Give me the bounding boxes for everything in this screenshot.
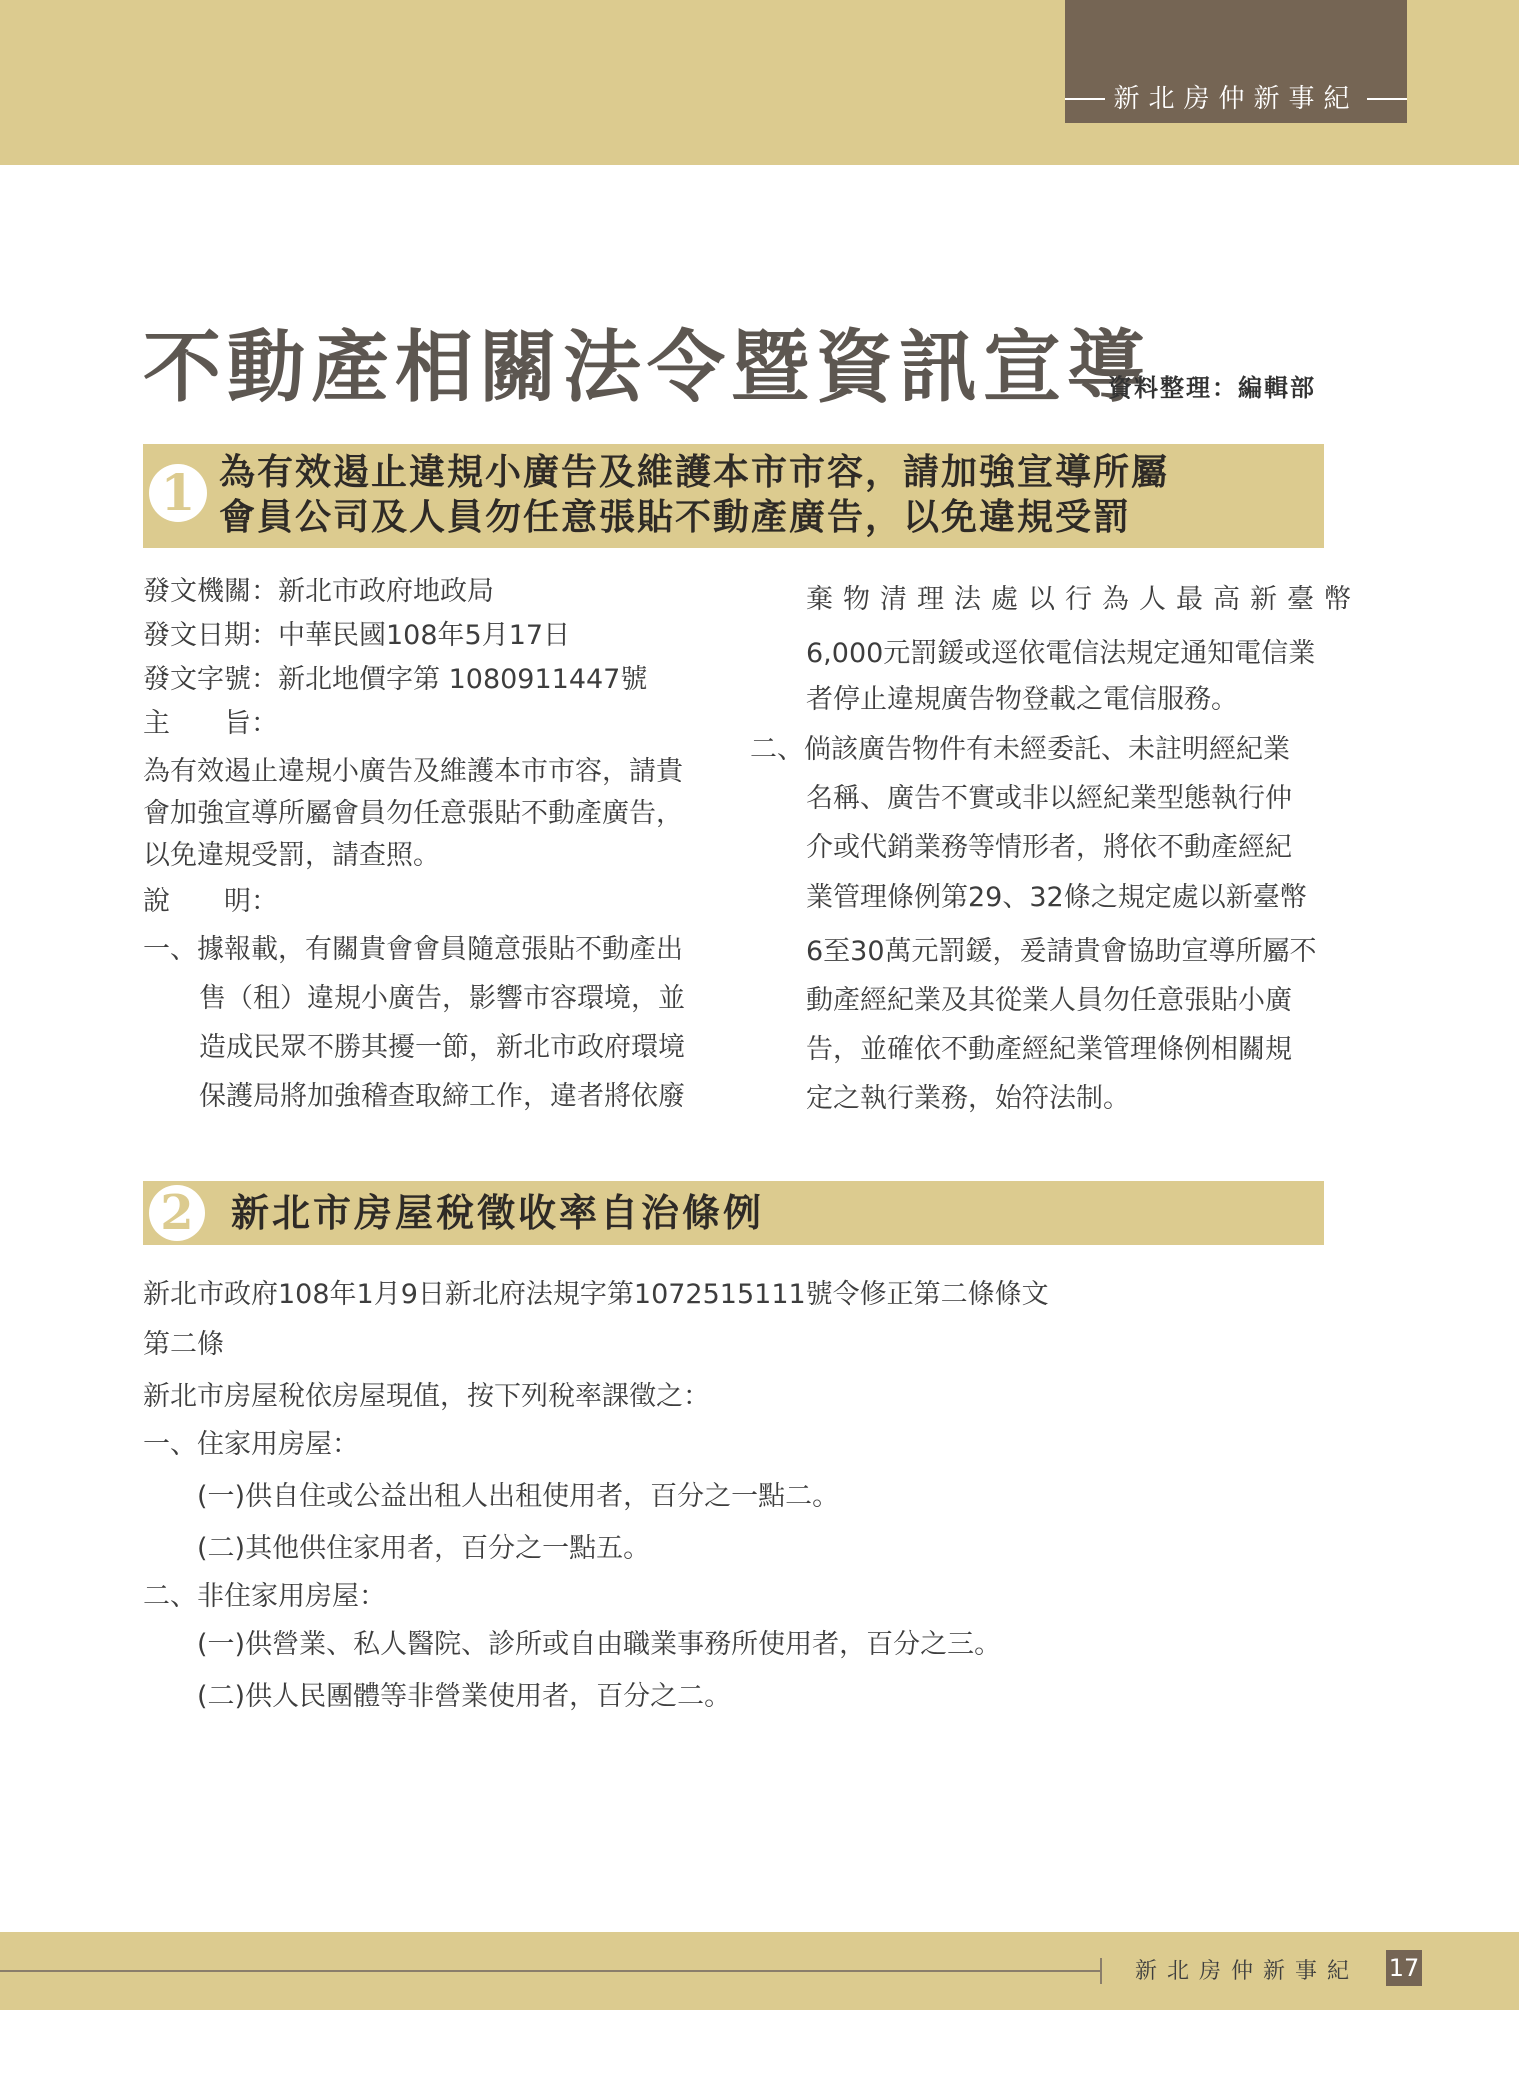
section-1-title-line-2: 會員公司及人員勿任意張貼不動產廣告，以免違規受罰 [219, 497, 1132, 538]
footer-band [0, 1932, 1519, 2010]
explanation-item-line: 6至30萬元罰鍰，爰請貴會協助宣導所屬不 [806, 936, 1317, 967]
header-tab [1065, 0, 1407, 123]
footer-magazine-title: 新北房仲新事紀 [1135, 1959, 1360, 1984]
header-rule-left [1065, 98, 1105, 100]
document-number: 發文字號：新北地價字第 1080911447號 [143, 664, 648, 695]
explanation-item-line: 名稱、廣告不實或非以經紀業型態執行仲 [806, 783, 1292, 814]
explanation-item-line: 二、倘該廣告物件有未經委託、未註明經紀業 [750, 734, 1290, 765]
subject-label: 主 旨： [143, 708, 278, 739]
explanation-item-line: 者停止違規廣告物登載之電信服務。 [806, 684, 1238, 715]
list-item: 一、住家用房屋： [143, 1429, 359, 1460]
section-1-title [219, 450, 1169, 540]
section-1-banner [143, 444, 1324, 548]
explanation-item-line: 6,000元罰鍰或逕依電信法規定通知電信業 [806, 638, 1316, 669]
section-1-title-line-1: 為有效遏止違規小廣告及維護本市市容，請加強宣導所屬 [219, 452, 1170, 493]
list-item: (一)供自住或公益出租人出租使用者，百分之一點二。 [197, 1481, 840, 1512]
footer-rule-tick [1100, 1958, 1102, 1984]
list-item: (一)供營業、私人醫院、診所或自由職業事務所使用者，百分之三。 [197, 1629, 1002, 1660]
explanation-item-line: 棄物清理法處以行為人最高新臺幣 [806, 584, 1361, 615]
amendment-note: 新北市政府108年1月9日新北府法規字第1072515111號令修正第二條條文 [143, 1279, 1049, 1310]
section-1-number: 1 [149, 464, 207, 522]
explanation-item-line: 業管理條例第29、32條之規定處以新臺幣 [806, 882, 1307, 913]
byline: 資料整理：編輯部 [1108, 374, 1316, 402]
section-2-number: 2 [149, 1185, 205, 1241]
page-title: 不動產相關法令暨資訊宣導 [143, 323, 1152, 413]
issuing-agency: 發文機關：新北市政府地政局 [143, 576, 494, 607]
header-rule-right [1367, 98, 1407, 100]
explanation-item-line: 售（租）違規小廣告，影響市容環境，並 [199, 983, 685, 1014]
section-2-title: 新北市房屋稅徵收率自治條例 [231, 1191, 765, 1235]
explanation-item-line: 動產經紀業及其從業人員勿任意張貼小廣 [806, 985, 1292, 1016]
explanation-label: 說 明： [143, 886, 278, 917]
issue-date: 發文日期：中華民國108年5月17日 [143, 620, 571, 651]
magazine-title: 新北房仲新事紀 [1113, 84, 1359, 114]
article-intro: 新北市房屋稅依房屋現值，按下列稅率課徵之： [143, 1381, 710, 1412]
subject-text-line: 會加強宣導所屬會員勿任意張貼不動產廣告， [143, 798, 683, 829]
subject-text-line: 以免違規受罰，請查照。 [143, 840, 440, 871]
explanation-item-line: 告，並確依不動產經紀業管理條例相關規 [806, 1034, 1292, 1065]
article-label: 第二條 [143, 1329, 224, 1360]
footer-rule [0, 1970, 1100, 1972]
explanation-item-line: 一、據報載，有關貴會會員隨意張貼不動產出 [143, 934, 683, 965]
section-2-banner [143, 1181, 1324, 1245]
explanation-item-line: 介或代銷業務等情形者，將依不動產經紀 [806, 832, 1292, 863]
explanation-item-line: 保護局將加強稽查取締工作，違者將依廢 [199, 1081, 685, 1112]
list-item: (二)供人民團體等非營業使用者，百分之二。 [197, 1681, 732, 1712]
list-item: (二)其他供住家用者，百分之一點五。 [197, 1533, 651, 1564]
page-number: 17 [1386, 1950, 1422, 1986]
list-item: 二、非住家用房屋： [143, 1581, 386, 1612]
subject-text-line: 為有效遏止違規小廣告及維護本市市容，請貴 [143, 756, 683, 787]
explanation-item-line: 造成民眾不勝其擾一節，新北市政府環境 [199, 1032, 685, 1063]
explanation-item-line: 定之執行業務，始符法制。 [806, 1083, 1130, 1114]
